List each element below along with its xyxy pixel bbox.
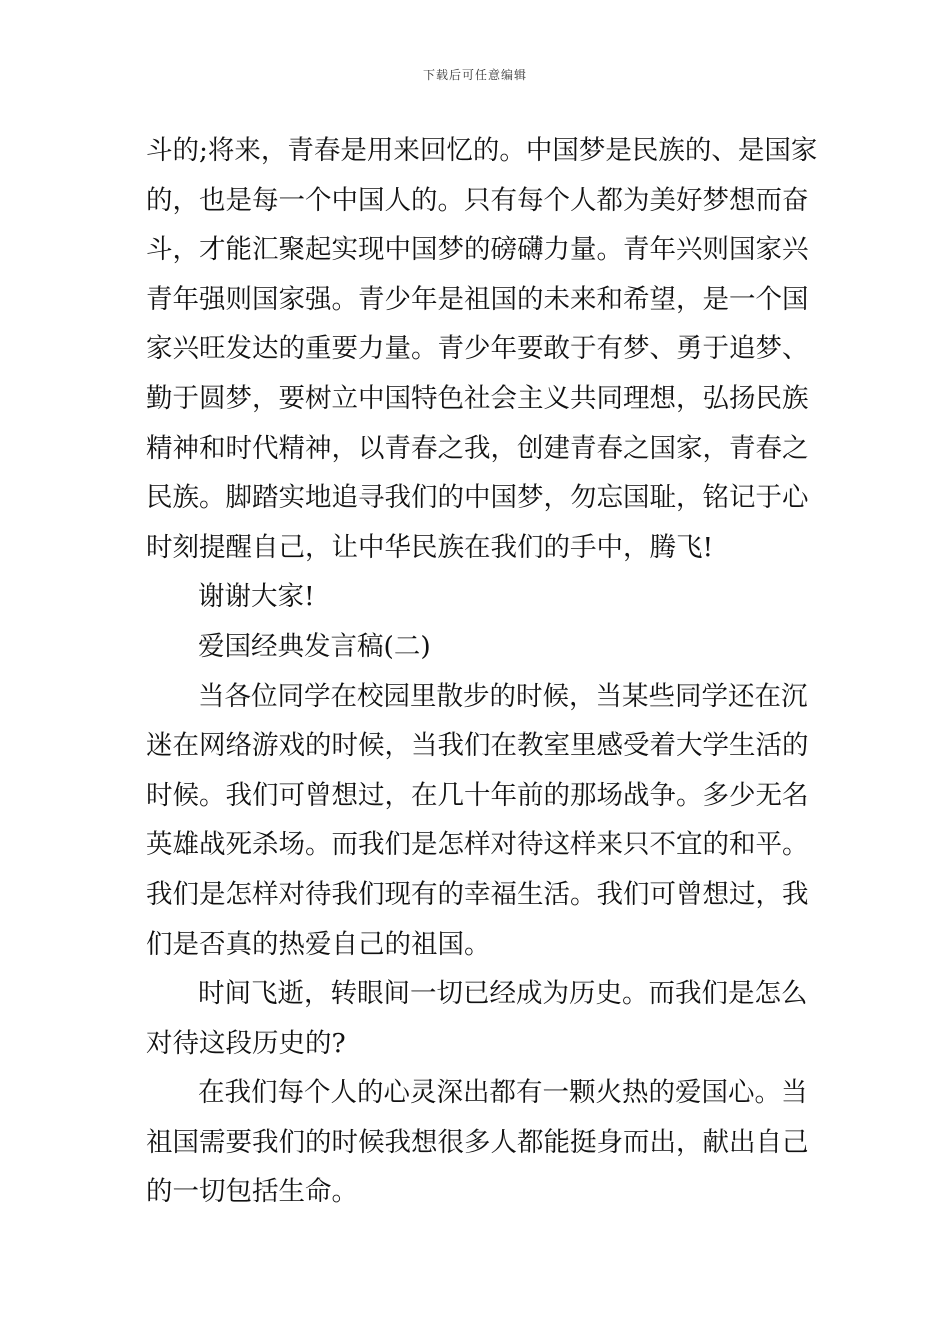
text-line: 迷在网络游戏的时候，当我们在教室里感受着大学生活的 [146, 730, 809, 762]
document-body [146, 126, 818, 1217]
text-line: 我们是怎样对待我们现有的幸福生活。我们可曾想过，我 [146, 878, 809, 910]
text-line: 勤于圆梦，要树立中国特色社会主义共同理想，弘扬民族 [146, 382, 809, 414]
paragraph-start-line: 当各位同学在校园里散步的时候，当某些同学还在沉 [198, 680, 808, 712]
paragraph-start-line: 时间飞逝，转眼间一切已经成为历史。而我们是怎么 [198, 978, 808, 1010]
text-line: 精神和时代精神，以青春之我，创建青春之国家，青春之 [146, 432, 809, 464]
text-line: 英雄战死杀场。而我们是怎样对待这样来只不宜的和平。 [146, 829, 809, 861]
header-note: 下载后可任意编辑 [422, 68, 527, 82]
text-line: 家兴旺发达的重要力量。青少年要敢于有梦、勇于追梦、 [146, 333, 809, 365]
paragraph-start-line: 在我们每个人的心灵深出都有一颗火热的爱国心。当 [198, 1077, 808, 1109]
text-line: 斗的;将来，青春是用来回忆的。中国梦是民族的、是国家 [146, 135, 818, 166]
section-title: 爱国经典发言稿(二) [198, 630, 431, 662]
text-line: 时刻提醒自己，让中华民族在我们的手中，腾飞! [146, 531, 714, 563]
text-line: 对待这段历史的? [146, 1027, 346, 1059]
text-line: 的一切包括生命。 [146, 1176, 358, 1208]
text-line: 们是否真的热爱自己的祖国。 [146, 928, 491, 960]
text-line: 斗，才能汇聚起实现中国梦的磅礴力量。青年兴则国家兴 [146, 234, 809, 266]
text-line: 民族。脚踏实地追寻我们的中国梦，勿忘国耻，铭记于心 [146, 482, 809, 514]
closing-line: 谢谢大家! [198, 581, 315, 613]
text-line: 的，也是每一个中国人的。只有每个人都为美好梦想而奋 [146, 184, 809, 216]
text-line: 祖国需要我们的时候我想很多人都能挺身而出，献出自己 [146, 1126, 809, 1158]
text-line: 青年强则国家强。青少年是祖国的未来和希望，是一个国 [146, 283, 809, 315]
text-line: 时候。我们可曾想过，在几十年前的那场战争。多少无名 [146, 779, 809, 811]
